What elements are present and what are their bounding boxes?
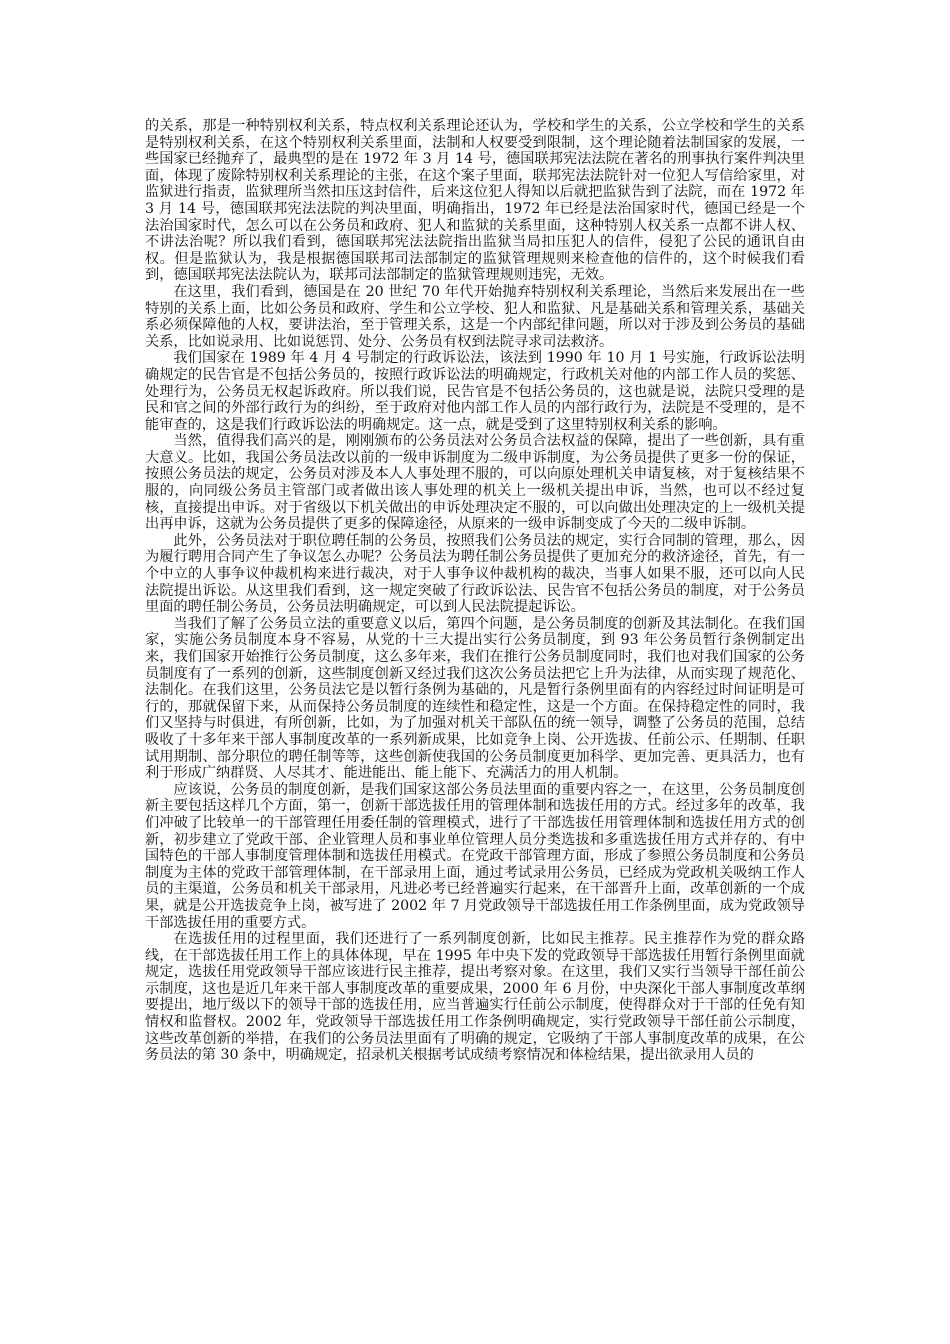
paragraph-8: 在选拔任用的过程里面，我们还进行了一系列制度创新，比如民主推荐。民主推荐作为党的群众路线，在干部选拔任用工作上的具体体现，早在 1995 年中央下发的党政领导干部选拔任用暂行条例里面就规定，选拔任用党政领导干部应该进行民主推荐，提出考察对象。在这里，我们又实行当领导干部任前公示制度，这也是近几年来干部人事制度改革的重要成果，2000 年 6 月份，中央深化干部人事制度改革纲要提出，地厅级以下的领导干部的选拔任用，应当普遍实行任前公示制度，使得群众对于干部的任免有知情权和监督权。2002 年，党政领导干部选拔任用工作条例明确规定，实行党政领导干部任前公示制度，这些改革创新的举措，在我们的公务员法里面有了明确的规定，它吸纳了干部人事制度改革的成果，在公务员法的第 30 条中，明确规定，招录机关根据考试成绩考察情况和体检结果，提出欲录用人员的 [145, 931, 805, 1064]
document-body [145, 118, 805, 1064]
paragraph-1: 的关系，那是一种特别权利关系，特点权利关系理论还认为，学校和学生的关系，公立学校和学生的关系是特别权利关系，在这个特别权利关系里面，法制和人权要受到限制，这个理论随着法制国家的发展，一些国家已经抛弃了，最典型的是在 1972 年 3 月 14 号，德国联邦宪法法院在著名的刑事执行案件判决里面，体现了废除特别权利关系理论的主张，在这个案子里面，联邦宪法法院针对一位犯人写信给家里，对监狱进行指责，监狱理所当然扣压这封信件，后来这位犯人得知以后就把监狱告到了法院，而在 1972 年 3 月 14 号，德国联邦宪法法院的判决里面，明确指出，1972 年已经是法治国家时代，德国已经是一个法治国家时代，怎么可以在公务员和政府、犯人和监狱的关系里面，这种特别人权关系一点都不讲人权、不讲法治呢？所以我们看到，德国联邦宪法法院指出监狱当局扣压犯人的信件，侵犯了公民的通讯自由权。但是监狱认为，我是根据德国联邦司法部制定的监狱管理规则来检查他的信件的，这个时候我们看到，德国联邦宪法法院认为，联邦司法部制定的监狱管理规则违宪，无效。 [145, 118, 805, 284]
paragraph-7: 应该说，公务员的制度创新，是我们国家这部公务员法里面的重要内容之一，在这里，公务员制度创新主要包括这样几个方面，第一，创新干部选拔任用的管理体制和选拔任用的方式。经过多年的改革，我们冲破了比较单一的干部管理任用委任制的管理模式，进行了干部选拔任用管理体制和选拔任用方式的创新，初步建立了党政干部、企业管理人员和事业单位管理人员分类选拔和多重选拔任用方式并存的、有中国特色的干部人事制度管理体制和选拔任用模式。在党政干部管理方面，形成了参照公务员制度和公务员制度为主体的党政干部管理体制，在干部录用上面，通过考试录用公务员，已经成为党政机关吸纳工作人员的主渠道，公务员和机关干部录用，凡进必考已经普遍实行起来，在干部晋升上面，改革创新的一个成果，就是公开选拔竞争上岗，被写进了 2002 年 7 月党政领导干部选拔任用工作条例里面，成为党政领导干部选拔任用的重要方式。 [145, 781, 805, 931]
paragraph-4: 当然，值得我们高兴的是，刚刚颁布的公务员法对公务员合法权益的保障，提出了一些创新，具有重大意义。比如，我国公务员法改以前的一级申诉制度为二级申诉制度，为公务员提供了更多一份的保证，按照公务员法的规定，公务员对涉及本人人事处理不服的，可以向原处理机关申请复核，对于复核结果不服的，向同级公务员主管部门或者做出该人事处理的机关上一级机关提出申诉，当然，也可以不经过复核，直接提出申诉。对于省级以下机关做出的申诉处理决定不服的，可以向做出处理决定的上一级机关提出再申诉，这就为公务员提供了更多的保障途径，从原来的一级申诉制变成了今天的二级申诉制。 [145, 433, 805, 533]
paragraph-2: 在这里，我们看到，德国是在 20 世纪 70 年代开始抛弃特别权利关系理论，当然后来发展出在一些特别的关系上面，比如公务员和政府、学生和公立学校、犯人和监狱、凡是基础关系和管理关系，基础关系必须保障他的人权，要讲法治，至于管理关系，这是一个内部纪律问题，所以对于涉及到公务员的基础关系，比如说录用、比如说惩罚、处分、公务员有权到法院寻求司法救济。 [145, 283, 805, 350]
paragraph-5: 此外，公务员法对于职位聘任制的公务员，按照我们公务员法的规定，实行合同制的管理，那么，因为履行聘用合同产生了争议怎么办呢？公务员法为聘任制公务员提供了更加充分的救济途径，首先，有一个中立的人事争议仲裁机构来进行裁决，对于人事争议仲裁机构的裁决，当事人如果不服，还可以向人民法院提出诉讼。从这里我们看到，这一规定突破了行政诉讼法、民告官不包括公务员的制度，对于公务员里面的聘任制公务员，公务员法明确规定，可以到人民法院提起诉讼。 [145, 532, 805, 616]
paragraph-3: 我们国家在 1989 年 4 月 4 号制定的行政诉讼法，该法到 1990 年 10 月 1 号实施，行政诉讼法明确规定的民告官是不包括公务员的，按照行政诉讼法的明确规定，行政机关对他的内部工作人员的奖惩、处理行为，公务员无权起诉政府。所以我们说，民告官是不包括公务员的，这也就是说，法院只受理的是民和官之间的外部行政行为的纠纷，至于政府对他内部工作人员的内部行政行为，法院是不受理的，是不能审查的，这是我们行政诉讼法的明确规定。这一点，就是受到了这里特别权利关系的影响。 [145, 350, 805, 433]
paragraph-6: 当我们了解了公务员立法的重要意义以后，第四个问题，是公务员制度的创新及其法制化。在我们国家，实施公务员制度本身不容易，从党的十三大提出实行公务员制度，到 93 年公务员暂行条例制定出来，我们国家开始推行公务员制度，这么多年来，我们在推行公务员制度同时，我们也对我们国家的公务员制度有了一系列的创新，这些制度创新又经过我们这次公务员法把它上升为法律，从而实现了规范化、法制化。在我们这里，公务员法它是以暂行条例为基础的，凡是暂行条例里面有的内容经过时间证明是可行的，那就保留下来，从而保持公务员制度的连续性和稳定性，这是一个方面。在保持稳定性的同时，我们又坚持与时俱进，有所创新，比如，为了加强对机关干部队伍的统一领导，调整了公务员的范围，总结吸收了十多年来干部人事制度改革的一系列新成果，比如竞争上岗、公开选拔、任前公示、任期制、任职试用期制、部分职位的聘任制等等，这些创新使我国的公务员制度更加科学、更加完善、更具活力，也有利于形成广纳群贤、人尽其才、能进能出、能上能下、充满活力的用人机制。 [145, 615, 805, 782]
